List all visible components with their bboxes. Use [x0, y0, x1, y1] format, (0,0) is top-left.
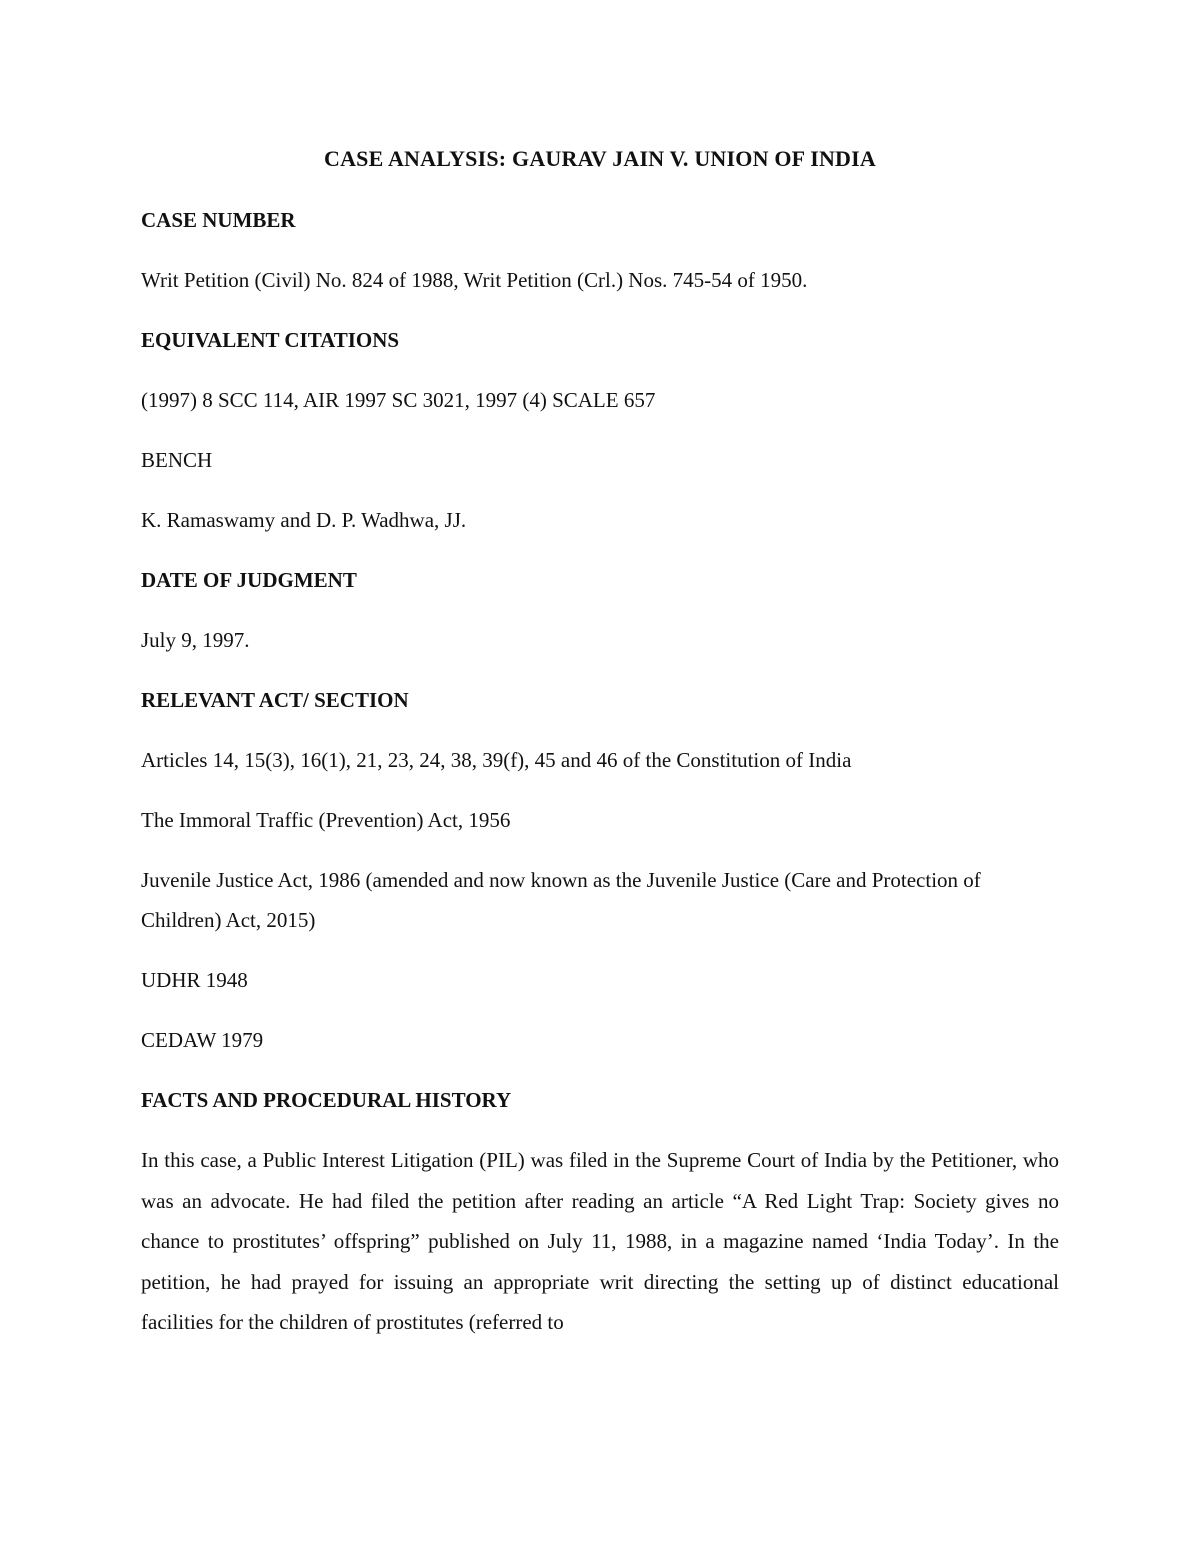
document-title: CASE ANALYSIS: GAURAV JAIN V. UNION OF INDIA [323, 146, 876, 171]
relevant-act-item: UDHR 1948 [141, 968, 248, 992]
heading-case-number: CASE NUMBER [141, 208, 296, 232]
heading-bench: BENCH [141, 448, 213, 472]
relevant-act-item: The Immoral Traffic (Prevention) Act, 1956 [141, 808, 511, 832]
bench-text: K. Ramaswamy and D. P. Wadhwa, JJ. [141, 508, 467, 532]
date-of-judgment-text: July 9, 1997. [141, 628, 250, 652]
facts-paragraph: In this case, a Public Interest Litigation (PIL) was filed in the Supreme Court of India by the Petitioner, who was an advocate. He had filed the petition after reading an article “A Red Light Trap: Society gives no chance to prostitutes’ offspring” published on July 11, 1988, in a magazine named ‘India Today’. In the petition, he had prayed for issuing an appropriate writ directing the setting up of distinct educational facilities for the children of prostitutes (referred to [141, 1148, 1059, 1334]
equivalent-citations-text: (1997) 8 SCC 114, AIR 1997 SC 3021, 1997 (4) SCALE 657 [141, 388, 656, 412]
heading-facts: FACTS AND PROCEDURAL HISTORY [141, 1088, 512, 1112]
heading-date-of-judgment: DATE OF JUDGMENT [141, 568, 357, 592]
relevant-act-item: Articles 14, 15(3), 16(1), 21, 23, 24, 38, 39(f), 45 and 46 of the Constitution of India [141, 748, 852, 772]
heading-equivalent-citations: EQUIVALENT CITATIONS [141, 328, 400, 352]
relevant-act-item: Juvenile Justice Act, 1986 (amended and now known as the Juvenile Justice (Care and Protection of Children) Act, 2015) [141, 868, 981, 932]
case-number-text: Writ Petition (Civil) No. 824 of 1988, Writ Petition (Crl.) Nos. 745-54 of 1950. [141, 268, 808, 292]
heading-relevant-act: RELEVANT ACT/ SECTION [141, 688, 409, 712]
document-body [141, 140, 1059, 1343]
relevant-act-item: CEDAW 1979 [141, 1028, 264, 1052]
